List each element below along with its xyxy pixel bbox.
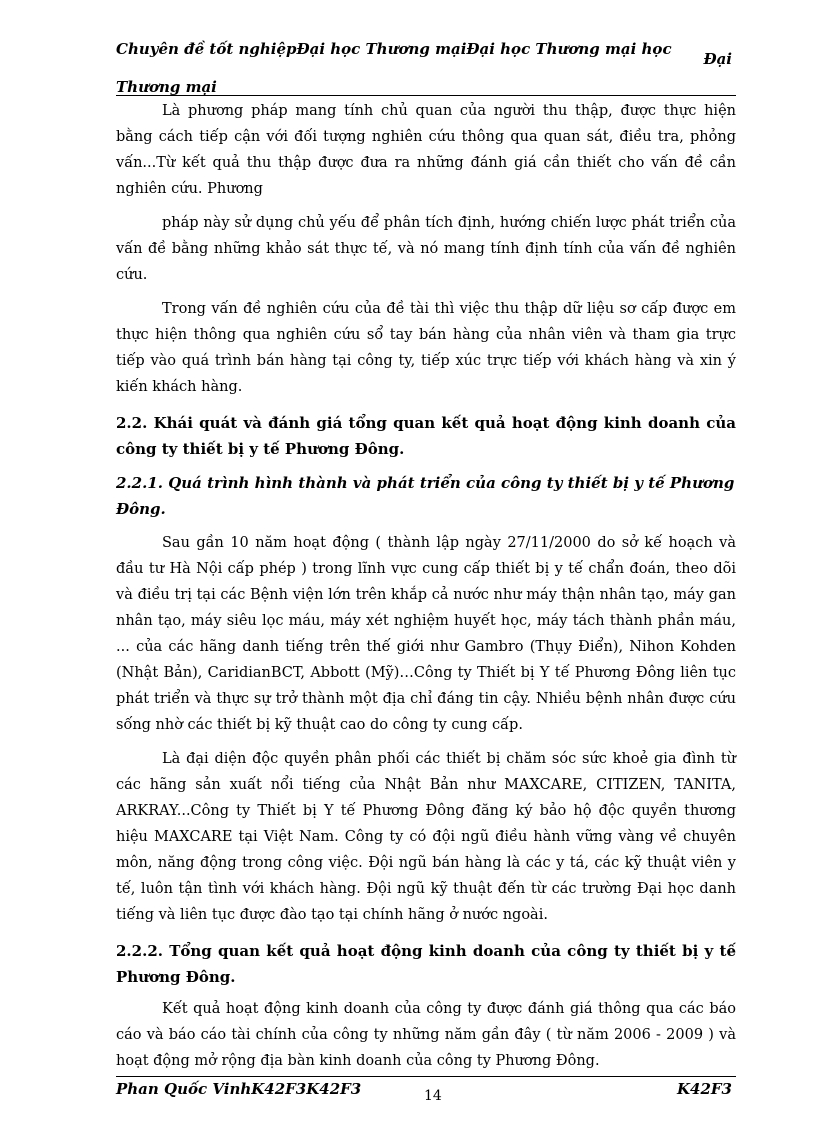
page-number: 14	[424, 1088, 442, 1104]
paragraph-method-usage: pháp này sử dụng chủ yếu để phân tích định, hướng chiến lược phát triển của vấn đề bằng những khảo sát thực tế, và nó mang tính định tính của vấn đề nghiên cứu.	[116, 215, 736, 283]
paragraph-method-description: Là phương pháp mang tính chủ quan của người thu thập, được thực hiện bằng cách tiếp cận với đối tượng nghiên cứu thông qua quan sát, điều tra, phỏng vấn...Từ kết quả thu thập được đưa ra những đánh giá cần thiết cho vấn đề cần nghiên cứu. Phương	[116, 103, 736, 197]
section-heading-2-2: 2.2. Khái quát và đánh giá tổng quan kết quả hoạt động kinh doanh của công ty thiết bị y tế Phương Đông.	[116, 414, 736, 458]
footer-class-code: K42F3	[677, 1080, 732, 1098]
paragraph-business-results: Kết quả hoạt động kinh doanh của công ty được đánh giá thông qua các báo cáo và báo cáo tài chính của công ty những năm gần đây ( từ năm 2006 - 2009 ) và hoạt động mở rộng địa bàn kinh doanh của công ty Phương Đông.	[116, 1001, 736, 1069]
paragraph-company-history: Sau gần 10 năm hoạt động ( thành lập ngày 27/11/2000 do sở kế hoạch và đầu tư Hà Nội cấp phép ) trong lĩnh vực cung cấp thiết bị y tế chẩn đoán, theo dõi và điều trị tại các Bệnh viện lớn trên khắp cả nước như máy thận nhân tạo, máy gan nhân tạo, máy siêu lọc máu, máy xét nghiệm huyết học, máy tách thành phần máu, ... của các hãng danh tiếng trên thế giới như Gambro (Thụy Điển), Nihon Kohden (Nhật Bản), CaridianBCT, Abbott (Mỹ)…Công ty Thiết bị Y tế Phương Đông liên tục phát triển và thực sự trở thành một địa chỉ đáng tin cậy. Nhiều bệnh nhân được cứu sống nhờ các thiết bị kỹ thuật cao do công ty cung cấp.	[116, 535, 736, 733]
section-heading-2-2-2: 2.2.2. Tổng quan kết quả hoạt động kinh doanh của công ty thiết bị y tế Phương Đông.	[116, 942, 736, 986]
paragraph-primary-data: Trong vấn đề nghiên cứu của đề tài thì việc thu thập dữ liệu sơ cấp được em thực hiện thông qua nghiên cứu sổ tay bán hàng của nhân viên và tham gia trực tiếp vào quá trình bán hàng tại công ty, tiếp xúc trực tiếp với khách hàng và xin ý kiến khách hàng.	[116, 301, 736, 395]
paragraph-exclusive-distributor: Là đại diện độc quyền phân phối các thiết bị chăm sóc sức khoẻ gia đình từ các hãng sản xuất nổi tiếng của Nhật Bản như MAXCARE, CITIZEN, TANITA, ARKRAY...Công ty Thiết bị Y tế Phương Đông đăng ký bảo hộ độc quyền thương hiệu MAXCARE tại Việt Nam. Công ty có đội ngũ điều hành vững vàng về chuyên môn, năng động trong công việc. Đội ngũ bán hàng là các y tá, các kỹ thuật viên y tế, luôn tận tình với khách hàng. Đội ngũ kỹ thuật đến từ các trường Đại học danh tiếng và liên tục được đào tạo tại chính hãng ở nước ngoài.	[116, 751, 736, 923]
section-heading-2-2-1: 2.2.1. Quá trình hình thành và phát triển của công ty thiết bị y tế Phương Đông.	[116, 474, 735, 518]
header-right-text: Đại	[703, 50, 732, 68]
header-divider	[116, 95, 736, 96]
header-title: Chuyên đề tốt nghiệpĐại học Thương mạiĐại học Thương mại học Thương mại	[116, 40, 672, 96]
footer-divider	[116, 1076, 736, 1077]
document-body	[116, 98, 736, 1074]
footer-author: Phan Quốc VinhK42F3K42F3	[116, 1080, 362, 1098]
